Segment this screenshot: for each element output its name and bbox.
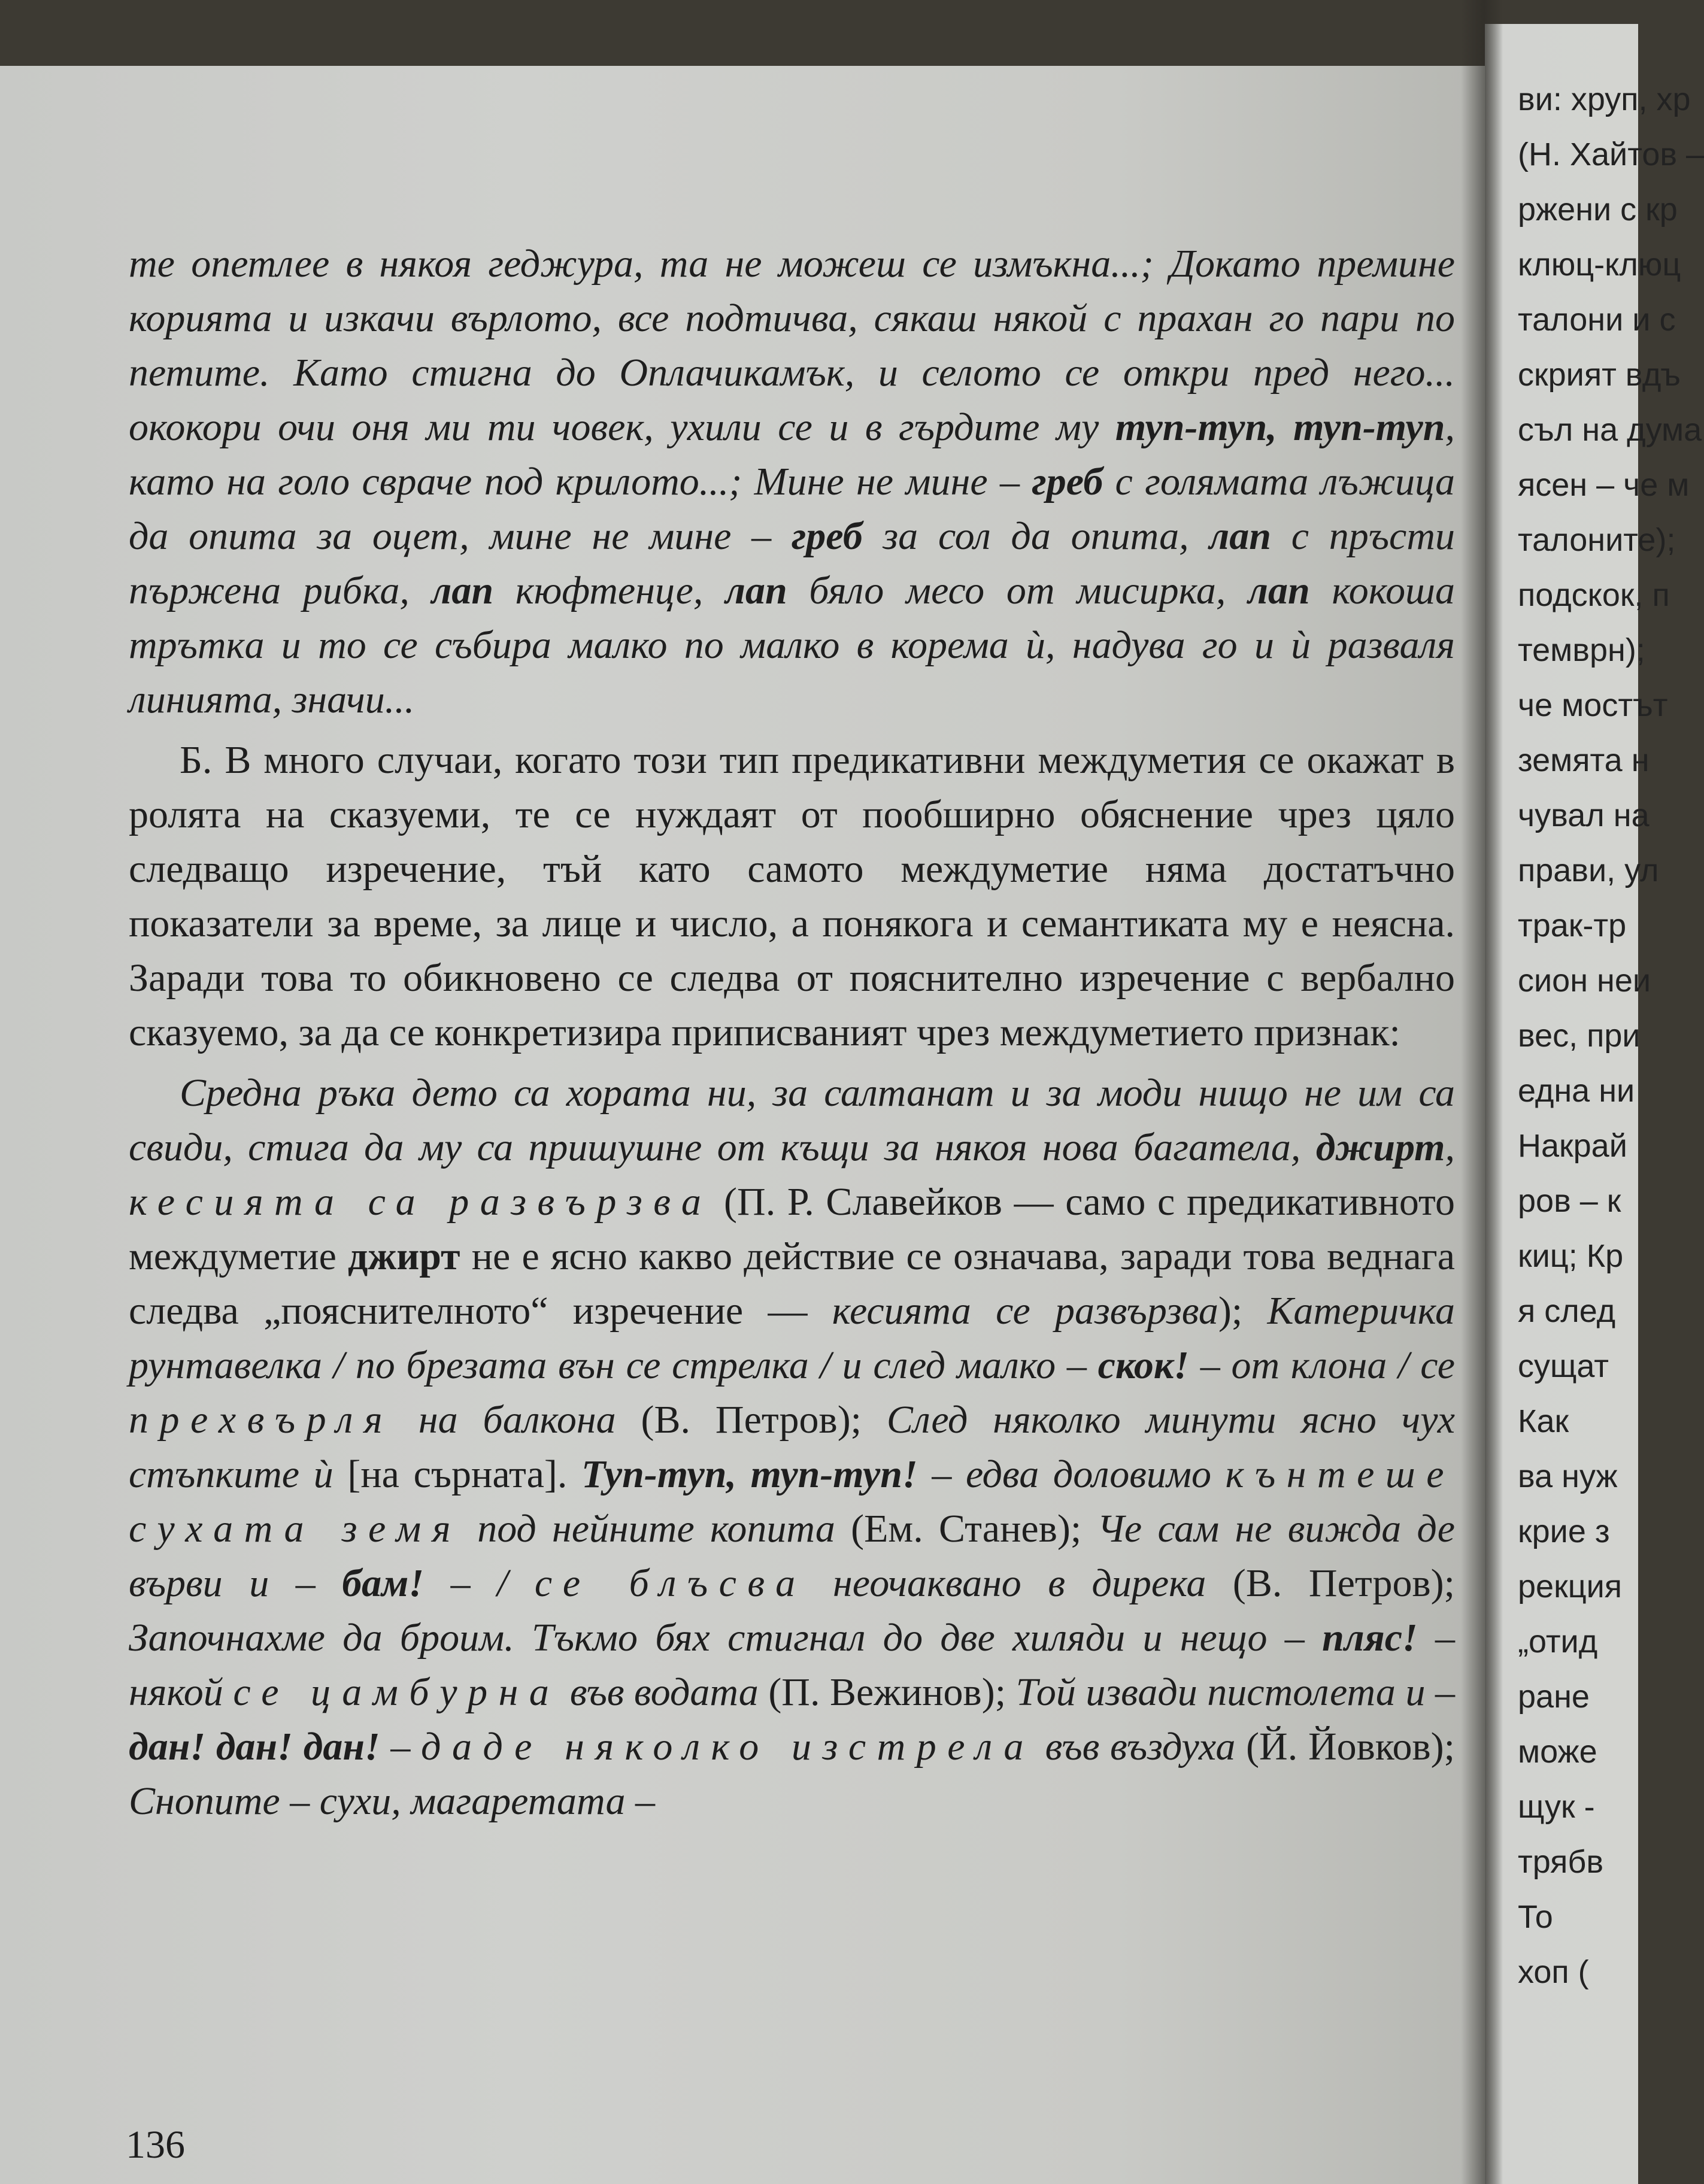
section-b-paragraph: Б. В много случаи, когато този тип предикативни междуметия се окажат в ролята на сказуеми, те се нуждаят от пообширно обяснение чрез цяло следващо изречение, тъй като самото междуметие няма достатъчно показатели за време, за лице и число, а понякога и семантиката му е неясна. Заради това то обикновено се следва от пояснително изречение с вербално сказуемо, за да се конкретизира приписваният чрез междуметието признак: (129, 738, 1455, 1054)
right-page-line: вес, при (1518, 1018, 1641, 1054)
right-page-line: ва нуж (1518, 1458, 1618, 1494)
right-page-line: трябв (1518, 1844, 1604, 1880)
right-page-line: земята н (1518, 742, 1650, 778)
right-page-line: сущат (1518, 1348, 1609, 1384)
right-page-line: скрият вдъ (1518, 357, 1681, 393)
right-page-line: сион неи (1518, 963, 1651, 999)
right-page-line: клюц-клюц (1518, 247, 1681, 283)
right-page-line: рекция (1518, 1569, 1623, 1604)
right-page-line: талони и с (1518, 302, 1676, 338)
right-page-line: че мостът (1518, 687, 1668, 723)
right-page-line: ржени с кр (1518, 192, 1678, 228)
right-page-line: Накрай (1518, 1128, 1627, 1164)
right-page-line: ви: хруп, хр (1518, 81, 1691, 117)
example-paragraph-continuation: те опетлее в някоя геджура, та не можеш се измъкна...; Докато премине корията и изкачи върлото, все подтичва, сякаш някой с прахан го пари по петите. Като стигна до Оплачикамък, и селото се откри пред него... ококори очи оня ми ти човек, ухили се и в гърдите му туп-туп, туп-туп, като на голо свраче под крилото...; Мине не мине – греб с голямата лъжица да опита за оцет, мине не мине – греб за сол да опита, лап с пръсти пържена рибка, лап кюфтенце, лап бяло месо от мисирка, лап кокоша тръткa и то се събира малко по малко в корема ѝ, надува го и ѝ разваля линията, значи... (129, 242, 1456, 721)
right-page-line: крие з (1518, 1513, 1610, 1549)
right-page-line: „отид (1518, 1624, 1598, 1660)
right-page-line: я след (1518, 1293, 1616, 1329)
right-page-line: една ни (1518, 1073, 1635, 1109)
right-page-line: То (1518, 1899, 1553, 1935)
page-body-text (129, 236, 1455, 1828)
right-page-line: ясен – че м (1518, 467, 1690, 503)
examples-paragraph: Средна ръка дето са хората ни, за салтанат и за моди нищо не им са свиди, стига да му са пришушне от къщи за някоя нова багатела, джирт, кесията са развързва (П. Р. Славейков — само с предикативното междуметие джирт не е ясно какво действие се означава, заради това веднага следва „пояснителното“ изречение — кесията се развързва); Катеричка рунтавелка / по брезата вън се стрелка / и след малко – скок! – от клона / се прехвърля на балкона (В. Петров); След няколко минути ясно чух стъпките ѝ [на сърната]. Туп-туп, туп-туп! – едва доловимо кънтеше сухата земя под нейните копита (Ем. Станев); Че сам не виждa де върви и – бам! – / се блъсва неочаквано в дирека (В. Петров); Започнахме да броим. Тъкмо бях стигнал до две хиляди и нещо – пляс! – някой се цамбурна във водата (П. Вежинов); Той извади пистолета и – дан! дан! дан! – даде няколко изстрела във въздуха (Й. Йовков); Снопите – сухи, магаретата – (129, 1071, 1456, 1823)
right-page-line: талоните); (1518, 522, 1676, 558)
right-page-line: темврн); (1518, 632, 1645, 668)
right-page-line: хоп ( (1518, 1954, 1589, 1990)
right-page-line: киц; Кр (1518, 1238, 1624, 1274)
right-page-line: ров – к (1518, 1183, 1621, 1219)
right-page-line: прави, ул (1518, 853, 1659, 888)
right-page-line: ране (1518, 1679, 1590, 1715)
right-page-line: може (1518, 1734, 1597, 1770)
right-page-line: съл на дума (1518, 412, 1702, 448)
right-page-fragment-column (1518, 72, 1704, 2000)
page-number: 136 (126, 2123, 185, 2167)
right-page-line: трак-тр (1518, 908, 1627, 944)
right-page-line: Как (1518, 1403, 1569, 1439)
right-page-line: (Н. Хайтов – (1518, 136, 1704, 172)
right-page-line: щук - (1518, 1789, 1595, 1825)
book-gutter (1461, 0, 1503, 2184)
right-page-line: подскок, п (1518, 577, 1670, 613)
right-page-line: чувал на (1518, 797, 1650, 833)
